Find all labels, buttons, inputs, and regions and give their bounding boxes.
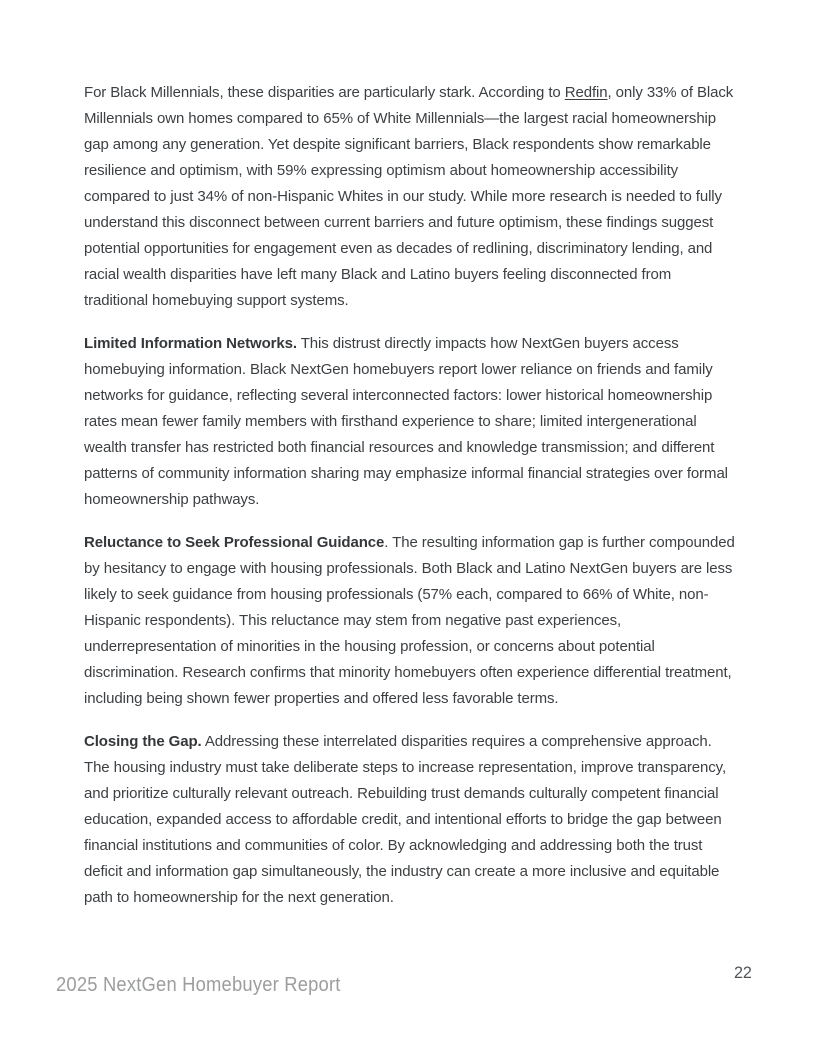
paragraph-text: For Black Millennials, these disparities are particularly stark. According to: [84, 84, 565, 101]
paragraph-lead: Limited Information Networks.: [84, 335, 297, 352]
paragraph-text: . The resulting information gap is further compounded by hesitancy to engage with housing professionals. Both Black and Latino NextGen buyers are less likely to seek guidance from housing professionals (57% each, compared to 66% of White, non-Hispanic respondents). This reluctance may stem from negative past experiences, underrepresentation of minorities in the housing profession, or concerns about potential discrimination. Research confirms that minority homebuyers often experience differential treatment, including being shown fewer properties and offered less favorable terms.: [84, 534, 735, 707]
page-number: 22: [734, 963, 752, 982]
redfin-link[interactable]: Redfin: [564, 84, 608, 101]
paragraph-text: , only 33% of Black Millennials own homes compared to 65% of White Millennials—the largest racial homeownership gap among any generation. Yet despite significant barriers, Black respondents show remarkable resilience and optimism, with 59% expressing optimism about homeownership accessibility compared to just 34% of non-Hispanic Whites in our study. While more research is needed to fully understand this disconnect between current barriers and future optimism, these findings suggest potential opportunities for engagement even as decades of redlining, discriminatory lending, and racial wealth disparities have left many Black and Latino buyers feeling disconnected from traditional homebuying support systems.: [84, 84, 734, 309]
paragraph-lead: Reluctance to Seek Professional Guidance: [84, 534, 385, 551]
paragraph-text: This distrust directly impacts how NextGen buyers access homebuying information. Black NextGen homebuyers report lower reliance on friends and family networks for guidance, reflecting several interconnected factors: lower historical homeownership rates mean fewer family members with firsthand experience to share; limited intergenerational wealth transfer has restricted both financial resources and knowledge transmission; and different patterns of community information sharing may emphasize informal financial strategies over formal homeownership pathways.: [84, 335, 728, 508]
page-content: [84, 80, 739, 928]
footer-report-title: 2025 NextGen Homebuyer Report: [56, 974, 341, 996]
paragraph-reluctance-professional-guidance: [84, 530, 739, 712]
paragraph-limited-information-networks: [84, 331, 739, 513]
paragraph-black-millennials-disparities: [84, 80, 739, 314]
paragraph-text: Addressing these interrelated disparities requires a comprehensive approach. The housing industry must take deliberate steps to increase representation, improve transparency, and prioritize culturally relevant outreach. Rebuilding trust demands culturally competent financial education, expanded access to affordable credit, and intentional efforts to bridge the gap between financial institutions and communities of color. By acknowledging and addressing both the trust deficit and information gap simultaneously, the industry can create a more inclusive and equitable path to homeownership for the next generation.: [84, 733, 727, 906]
paragraph-lead: Closing the Gap.: [84, 733, 202, 750]
paragraph-closing-the-gap: [84, 729, 739, 911]
